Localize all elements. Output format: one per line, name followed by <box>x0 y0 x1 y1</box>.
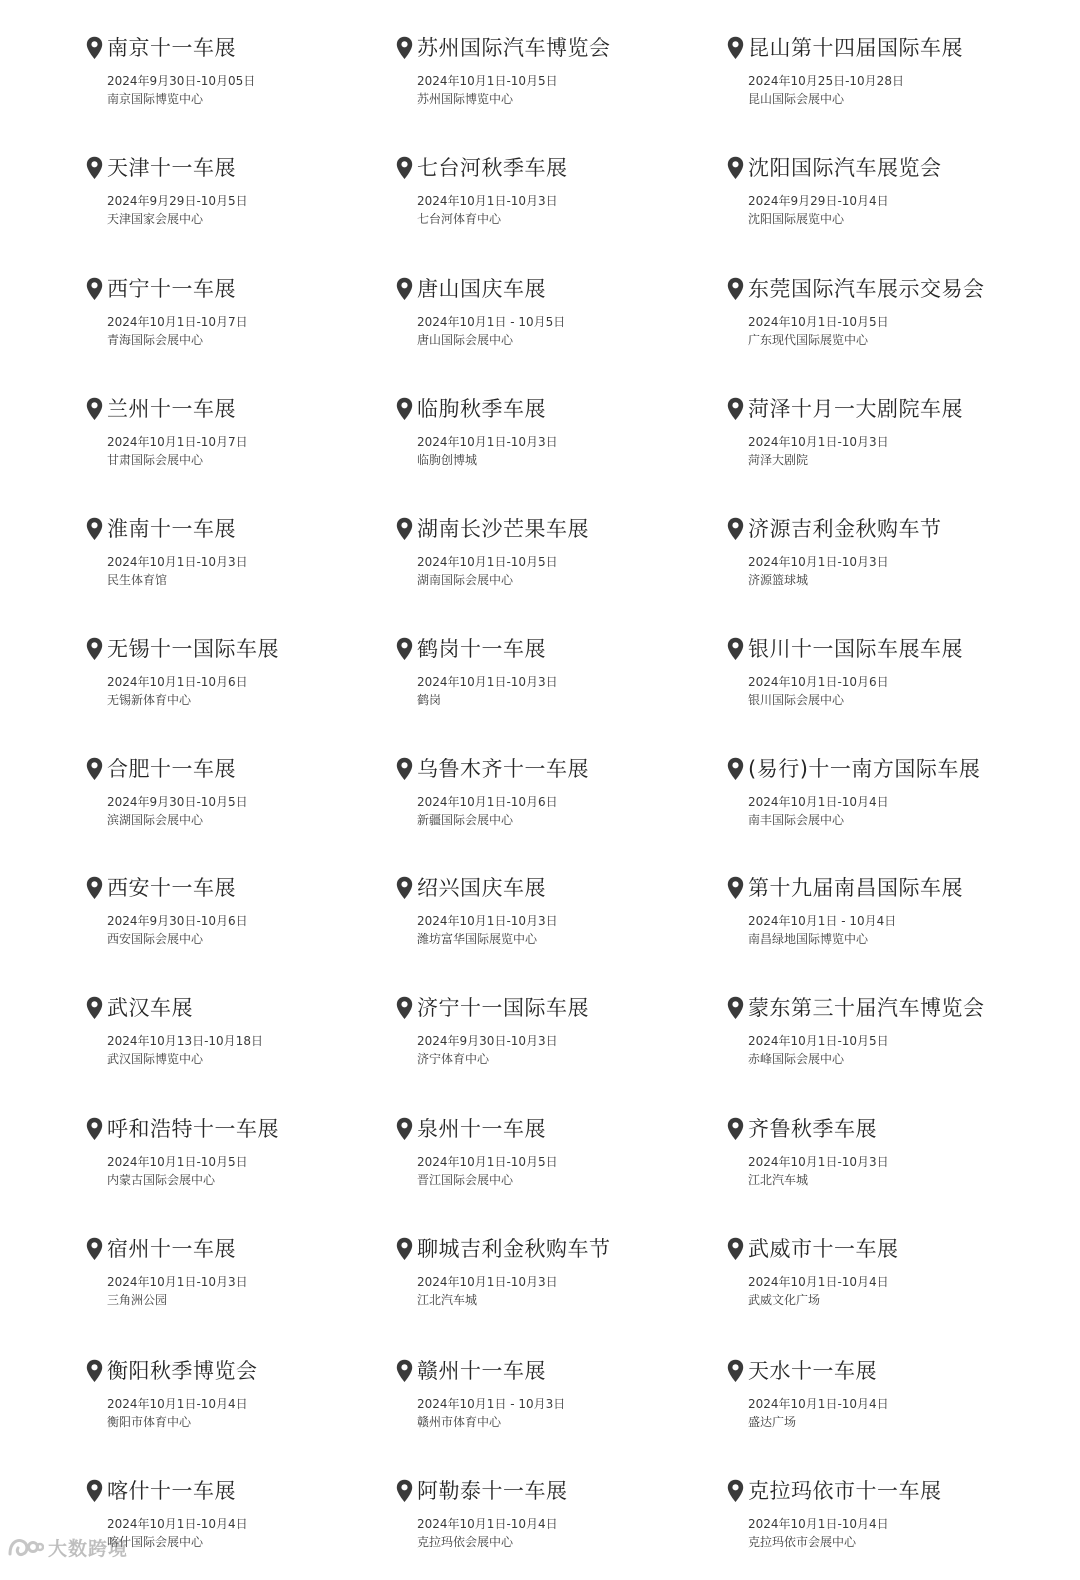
map-pin-icon <box>396 1237 413 1261</box>
event-title: 菏泽十月一大剧院车展 <box>748 397 963 421</box>
map-pin-icon <box>727 1479 744 1503</box>
map-pin-icon <box>396 757 413 781</box>
event-title: 宿州十一车展 <box>107 1237 236 1261</box>
event-venue: 青海国际会展中心 <box>107 333 204 347</box>
event-date: 2024年10月1日-10月4日 <box>748 1517 889 1531</box>
event-venue: 衡阳市体育中心 <box>107 1415 192 1429</box>
event-date: 2024年10月1日-10月4日 <box>107 1397 248 1411</box>
event-date: 2024年10月1日-10月4日 <box>748 1275 889 1289</box>
map-pin-icon <box>727 397 744 421</box>
map-pin-icon <box>86 517 103 541</box>
event-venue: 江北汽车城 <box>748 1173 809 1187</box>
event-title: 南京十一车展 <box>107 36 236 60</box>
event-title: 东莞国际汽车展示交易会 <box>748 277 985 301</box>
event-title: 昆山第十四届国际车展 <box>748 36 963 60</box>
event-title: 天水十一车展 <box>748 1359 877 1383</box>
map-pin-icon <box>727 996 744 1020</box>
event-date: 2024年10月13日-10月18日 <box>107 1034 263 1048</box>
map-pin-icon <box>727 1359 744 1383</box>
event-title: 绍兴国庆车展 <box>417 876 546 900</box>
event-date: 2024年10月1日 - 10月3日 <box>417 1397 566 1411</box>
event-title: 鹤岗十一车展 <box>417 637 546 661</box>
event-venue: 盛达广场 <box>748 1415 797 1429</box>
event-venue: 昆山国际会展中心 <box>748 92 845 106</box>
event-title: 喀什十一车展 <box>107 1479 236 1503</box>
event-date: 2024年10月1日 - 10月4日 <box>748 914 897 928</box>
event-title: 赣州十一车展 <box>417 1359 546 1383</box>
event-title: 济源吉利金秋购车节 <box>748 517 942 541</box>
event-date: 2024年10月1日-10月5日 <box>748 1034 889 1048</box>
event-title: 蒙东第三十届汽车博览会 <box>748 996 985 1020</box>
event-date: 2024年10月1日-10月4日 <box>417 1517 558 1531</box>
event-venue: 天津国家会展中心 <box>107 212 204 226</box>
event-title: 唐山国庆车展 <box>417 277 546 301</box>
event-title: 天津十一车展 <box>107 156 236 180</box>
event-date: 2024年10月1日-10月5日 <box>417 1155 558 1169</box>
event-date: 2024年10月1日-10月7日 <box>107 435 248 449</box>
event-title: 苏州国际汽车博览会 <box>417 36 611 60</box>
map-pin-icon <box>727 637 744 661</box>
event-date: 2024年9月30日-10月5日 <box>107 795 248 809</box>
map-pin-icon <box>727 876 744 900</box>
map-pin-icon <box>727 277 744 301</box>
map-pin-icon <box>86 996 103 1020</box>
map-pin-icon <box>727 156 744 180</box>
event-venue: 无锡新体育中心 <box>107 693 192 707</box>
event-date: 2024年10月1日-10月6日 <box>107 675 248 689</box>
event-venue: 临朐创博城 <box>417 453 478 467</box>
map-pin-icon <box>396 1479 413 1503</box>
event-title: 武威市十一车展 <box>748 1237 899 1261</box>
event-title: 兰州十一车展 <box>107 397 236 421</box>
event-title: 阿勒泰十一车展 <box>417 1479 568 1503</box>
map-pin-icon <box>86 1117 103 1141</box>
map-pin-icon <box>396 996 413 1020</box>
event-title: (易行)十一南方国际车展 <box>748 757 981 781</box>
map-pin-icon <box>396 36 413 60</box>
map-pin-icon <box>86 156 103 180</box>
map-pin-icon <box>727 36 744 60</box>
event-venue: 赣州市体育中心 <box>417 1415 502 1429</box>
event-title: 银川十一国际车展车展 <box>748 637 963 661</box>
event-date: 2024年10月1日-10月3日 <box>748 435 889 449</box>
event-title: 齐鲁秋季车展 <box>748 1117 877 1141</box>
event-venue: 滨湖国际会展中心 <box>107 813 204 827</box>
event-title: 克拉玛依市十一车展 <box>748 1479 942 1503</box>
event-title: 淮南十一车展 <box>107 517 236 541</box>
map-pin-icon <box>86 36 103 60</box>
event-date: 2024年10月1日-10月3日 <box>417 435 558 449</box>
event-title: 西宁十一车展 <box>107 277 236 301</box>
map-pin-icon <box>86 637 103 661</box>
event-date: 2024年9月30日-10月05日 <box>107 74 256 88</box>
event-venue: 菏泽大剧院 <box>748 453 809 467</box>
event-title: 西安十一车展 <box>107 876 236 900</box>
map-pin-icon <box>727 1237 744 1261</box>
event-title: 沈阳国际汽车展览会 <box>748 156 942 180</box>
map-pin-icon <box>86 1479 103 1503</box>
event-date: 2024年10月1日-10月3日 <box>417 675 558 689</box>
map-pin-icon <box>727 757 744 781</box>
event-venue: 沈阳国际展览中心 <box>748 212 845 226</box>
event-date: 2024年9月30日-10月6日 <box>107 914 248 928</box>
event-venue: 鹤岗 <box>417 693 442 707</box>
event-date: 2024年10月1日-10月3日 <box>417 914 558 928</box>
watermark-logo-icon <box>6 1534 44 1560</box>
map-pin-icon <box>727 1117 744 1141</box>
event-title: 武汉车展 <box>107 996 193 1020</box>
event-venue: 苏州国际博览中心 <box>417 92 514 106</box>
event-date: 2024年10月1日 - 10月5日 <box>417 315 566 329</box>
event-venue: 七台河体育中心 <box>417 212 502 226</box>
event-venue: 克拉玛依市会展中心 <box>748 1535 857 1549</box>
event-title: 济宁十一国际车展 <box>417 996 589 1020</box>
event-date: 2024年10月1日-10月4日 <box>748 795 889 809</box>
map-pin-icon <box>86 1237 103 1261</box>
event-date: 2024年10月1日-10月3日 <box>748 555 889 569</box>
watermark <box>6 1532 128 1562</box>
event-date: 2024年10月1日-10月6日 <box>417 795 558 809</box>
event-date: 2024年9月29日-10月4日 <box>748 194 889 208</box>
watermark-text: 大数跨境 <box>48 1537 129 1560</box>
event-date: 2024年10月1日-10月5日 <box>107 1155 248 1169</box>
map-pin-icon <box>86 757 103 781</box>
event-venue: 赤峰国际会展中心 <box>748 1052 845 1066</box>
event-venue: 民生体育馆 <box>107 573 168 587</box>
event-title: 呼和浩特十一车展 <box>107 1117 279 1141</box>
map-pin-icon <box>86 1359 103 1383</box>
event-date: 2024年10月1日-10月3日 <box>107 555 248 569</box>
event-title: 乌鲁木齐十一车展 <box>417 757 589 781</box>
event-title: 七台河秋季车展 <box>417 156 568 180</box>
map-pin-icon <box>86 876 103 900</box>
event-venue: 济源篮球城 <box>748 573 809 587</box>
event-date: 2024年9月30日-10月3日 <box>417 1034 558 1048</box>
map-pin-icon <box>727 517 744 541</box>
event-date: 2024年10月25日-10月28日 <box>748 74 904 88</box>
map-pin-icon <box>396 1359 413 1383</box>
event-venue: 三角洲公园 <box>107 1293 168 1307</box>
map-pin-icon <box>396 1117 413 1141</box>
map-pin-icon <box>86 397 103 421</box>
event-title: 湖南长沙芒果车展 <box>417 517 589 541</box>
event-date: 2024年10月1日-10月4日 <box>107 1517 248 1531</box>
event-date: 2024年9月29日-10月5日 <box>107 194 248 208</box>
event-title: 泉州十一车展 <box>417 1117 546 1141</box>
event-venue: 甘肃国际会展中心 <box>107 453 204 467</box>
event-date: 2024年10月1日-10月3日 <box>417 194 558 208</box>
map-pin-icon <box>396 156 413 180</box>
map-pin-icon <box>396 637 413 661</box>
event-venue: 南丰国际会展中心 <box>748 813 845 827</box>
event-venue: 克拉玛依会展中心 <box>417 1535 514 1549</box>
event-title: 第十九届南昌国际车展 <box>748 876 963 900</box>
event-venue: 江北汽车城 <box>417 1293 478 1307</box>
event-venue: 银川国际会展中心 <box>748 693 845 707</box>
event-venue: 唐山国际会展中心 <box>417 333 514 347</box>
event-title: 临朐秋季车展 <box>417 397 546 421</box>
map-pin-icon <box>396 876 413 900</box>
event-title: 无锡十一国际车展 <box>107 637 279 661</box>
event-venue: 喀什国际会展中心 <box>107 1535 204 1549</box>
event-venue: 内蒙古国际会展中心 <box>107 1173 216 1187</box>
event-venue: 晋江国际会展中心 <box>417 1173 514 1187</box>
event-venue: 南昌绿地国际博览中心 <box>748 932 869 946</box>
event-venue: 武威文化广场 <box>748 1293 821 1307</box>
event-title: 衡阳秋季博览会 <box>107 1359 258 1383</box>
event-venue: 新疆国际会展中心 <box>417 813 514 827</box>
event-venue: 济宁体育中心 <box>417 1052 490 1066</box>
event-date: 2024年10月1日-10月6日 <box>748 675 889 689</box>
event-venue: 南京国际博览中心 <box>107 92 204 106</box>
event-date: 2024年10月1日-10月5日 <box>417 555 558 569</box>
map-pin-icon <box>396 517 413 541</box>
event-date: 2024年10月1日-10月5日 <box>748 315 889 329</box>
event-date: 2024年10月1日-10月4日 <box>748 1397 889 1411</box>
map-pin-icon <box>396 277 413 301</box>
event-venue: 潍坊富华国际展览中心 <box>417 932 538 946</box>
event-date: 2024年10月1日-10月7日 <box>107 315 248 329</box>
event-venue: 武汉国际博览中心 <box>107 1052 204 1066</box>
map-pin-icon <box>86 277 103 301</box>
event-title: 聊城吉利金秋购车节 <box>417 1237 611 1261</box>
event-date: 2024年10月1日-10月3日 <box>417 1275 558 1289</box>
map-pin-icon <box>396 397 413 421</box>
event-title: 合肥十一车展 <box>107 757 236 781</box>
event-venue: 西安国际会展中心 <box>107 932 204 946</box>
event-venue: 广东现代国际展览中心 <box>748 333 869 347</box>
event-date: 2024年10月1日-10月3日 <box>748 1155 889 1169</box>
event-venue: 湖南国际会展中心 <box>417 573 514 587</box>
event-date: 2024年10月1日-10月3日 <box>107 1275 248 1289</box>
event-date: 2024年10月1日-10月5日 <box>417 74 558 88</box>
